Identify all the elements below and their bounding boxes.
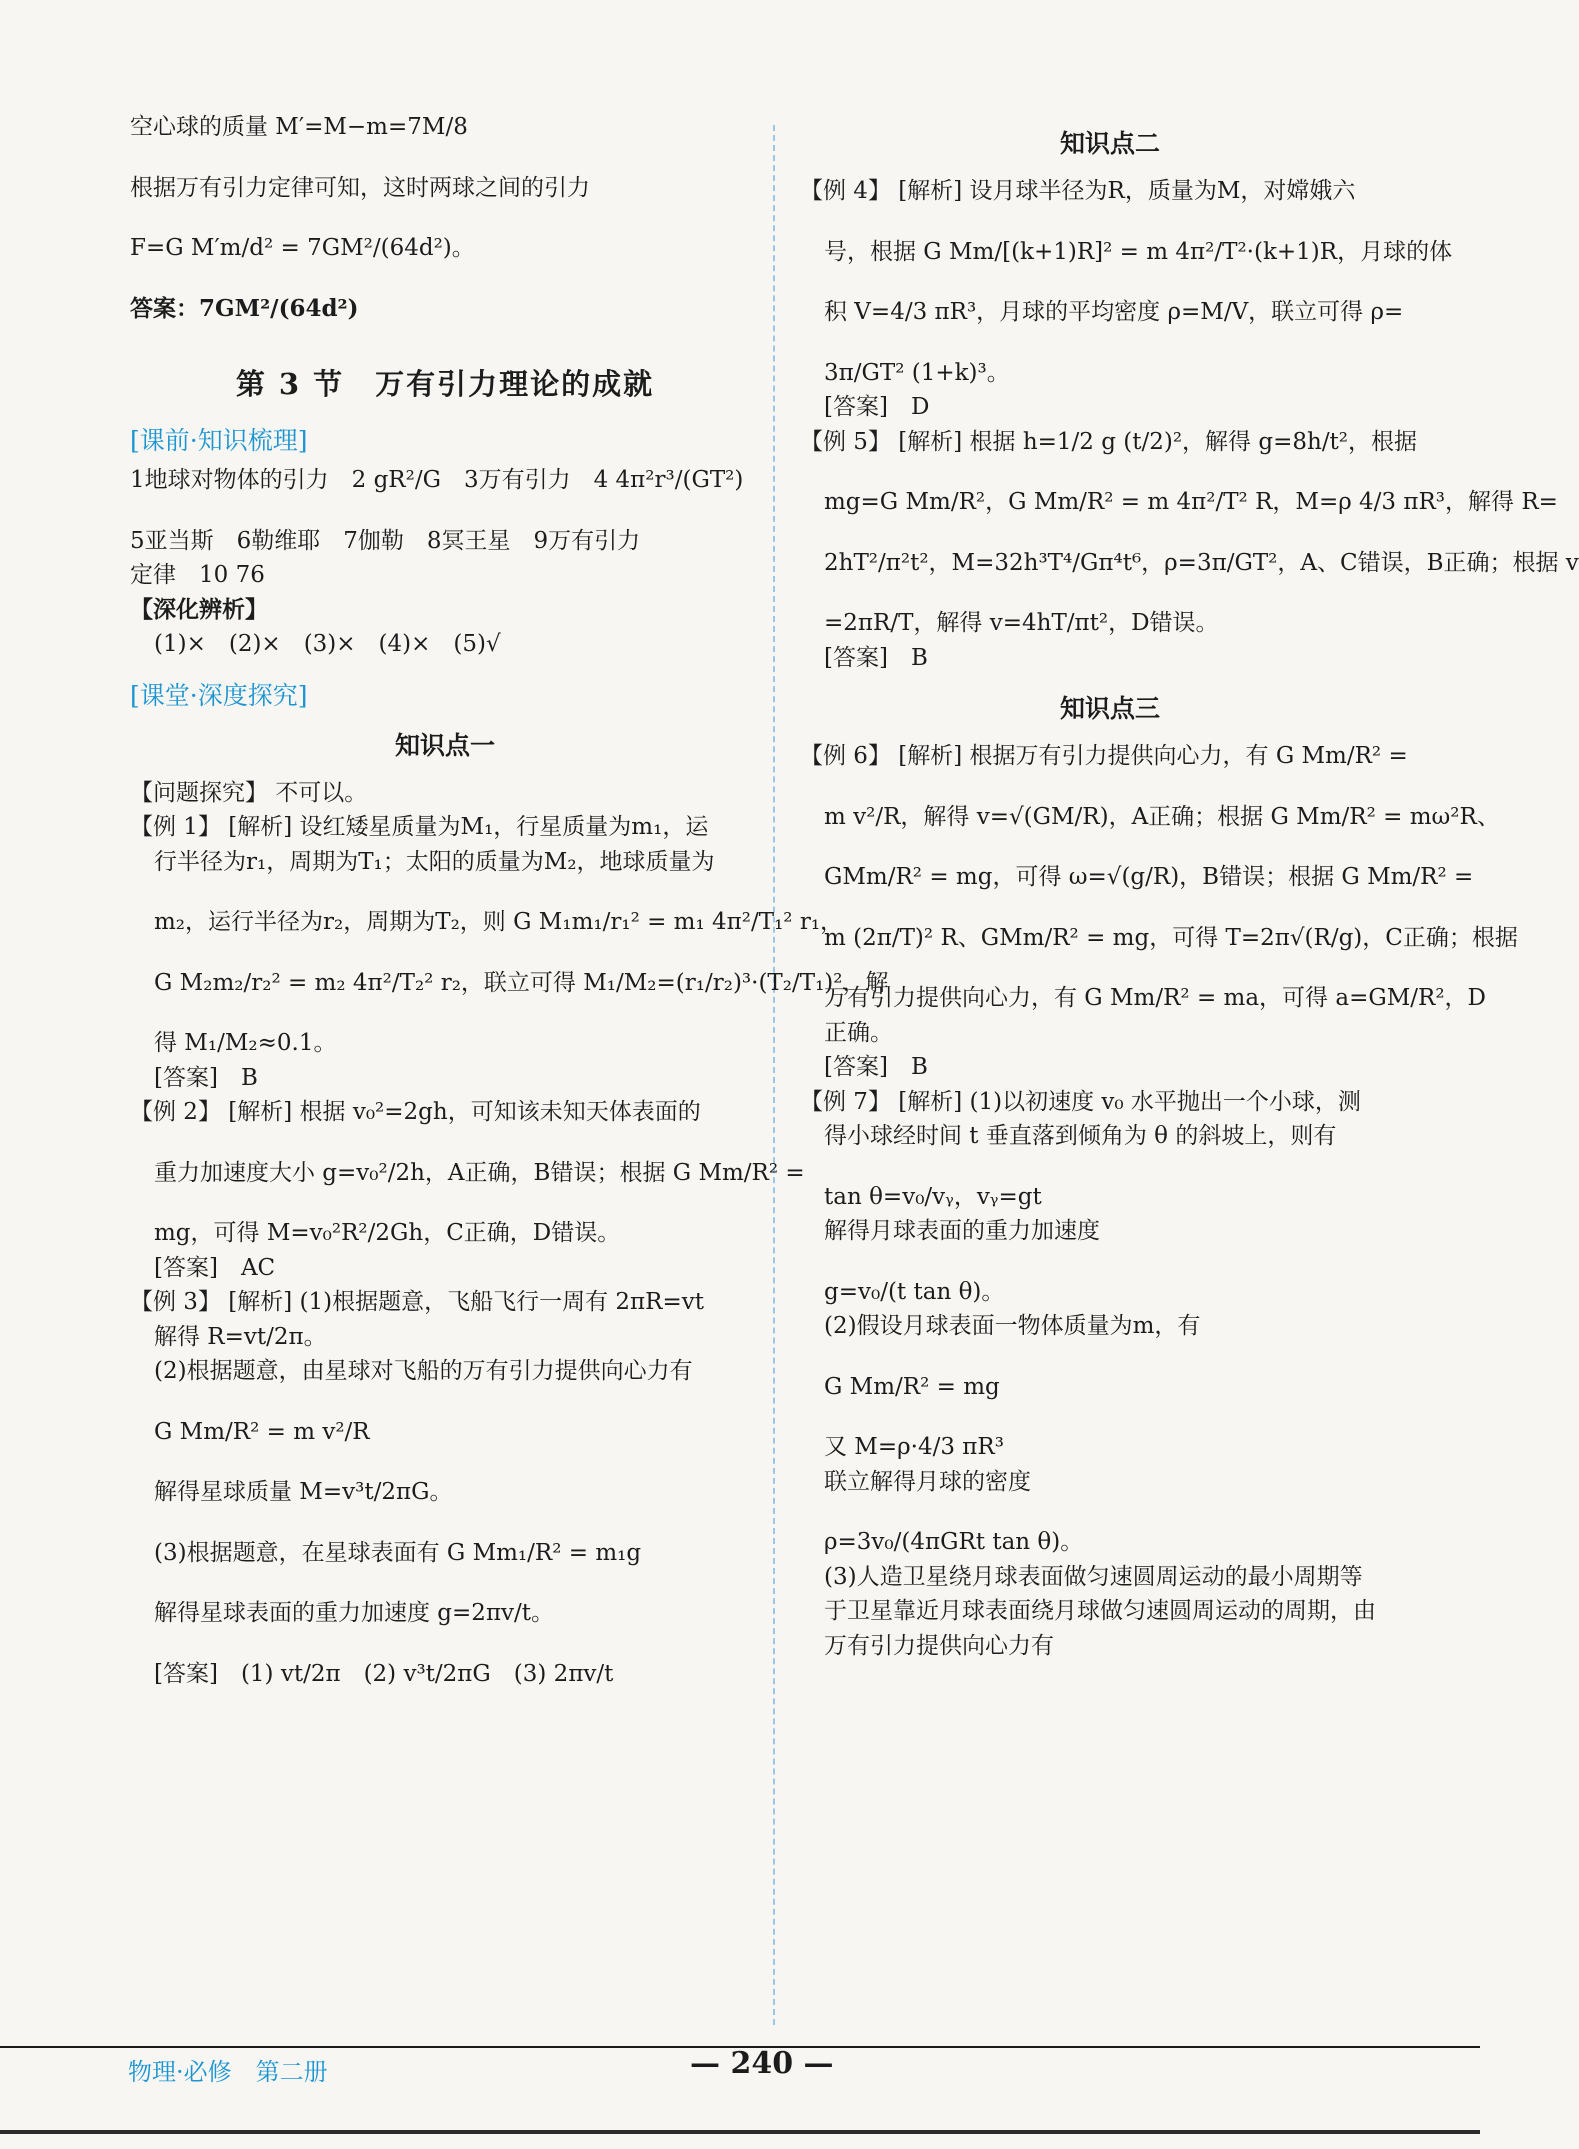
right-line: 正确。 [824,1019,893,1046]
left-line: G Mm/R² = m v²/R [154,1418,370,1445]
right-line: 又 M=ρ·4/3 πR³ [824,1434,1004,1460]
right-line: 积 V=4/3 πR³，月球的平均密度 ρ=M/V，联立可得 ρ= [824,299,1404,325]
right-line: mg=G Mm/R²，G Mm/R² = m 4π²/T² R，M=ρ 4/3 πR³，解得 R= [824,489,1558,515]
right-line: GMm/R² = mg，可得 ω=√(g/R)，B错误；根据 G Mm/R² = [824,864,1474,890]
right-line: 3π/GT² (1+k)³。 [824,359,1010,386]
right-line: (3)人造卫星绕月球表面做匀速圆周运动的最小周期等 [824,1563,1363,1590]
left-line: 【问题探究】 不可以。 [130,779,368,806]
left-line: 第 3 节 万有引力理论的成就 [235,367,655,401]
right-line: 联立解得月球的密度 [824,1468,1031,1495]
left-line: 1地球对物体的引力 2 gR²/G 3万有引力 4 4π²r³/(GT²) [130,467,744,493]
left-line: 【例 2】 [解析] 根据 v₀²=2gh，可知该未知天体表面的 [130,1099,701,1125]
left-line: G M₂m₂/r₂² = m₂ 4π²/T₂² r₂，联立可得 M₁/M₂=(r₁/r₂)³·(T₂/T₁)²，解 [154,969,889,996]
left-line: 答案：7GM²/(64d²) [130,294,359,322]
right-line: 万有引力提供向心力有 [824,1632,1054,1659]
left-line: m₂，运行半径为r₂，周期为T₂，则 G M₁m₁/r₁² = m₁ 4π²/T₁² r₁， [154,909,844,935]
left-line: [课堂·深度探究] [130,680,308,710]
left-line: 行半径为r₁，周期为T₁；太阳的质量为M₂，地球质量为 [154,848,715,875]
left-line: mg，可得 M=v₀²R²/2Gh，C正确，D错误。 [154,1220,621,1246]
right-line: 【例 4】 [解析] 设月球半径为R，质量为M，对嫦娥六 [800,178,1356,204]
left-line: 重力加速度大小 g=v₀²/2h，A正确，B错误；根据 G Mm/R² = [154,1159,805,1186]
right-line: 号，根据 G Mm/[(k+1)R]² = m 4π²/T²·(k+1)R，月球的体 [824,238,1453,265]
left-line: 得 M₁/M₂≈0.1。 [154,1030,337,1056]
right-line: (2)假设月球表面一物体质量为m，有 [824,1313,1201,1339]
left-line: 【深化辨析】 [130,595,268,623]
right-line: 2hT²/π²t²，M=32h³T⁴/Gπ⁴t⁶，ρ=3π/GT²，A、C错误，B正确；根据 v [824,549,1579,576]
column-divider [773,125,775,2025]
left-line: [答案] B [154,1064,258,1091]
right-line: [答案] D [824,394,930,420]
right-line: [答案] B [824,644,928,671]
right-line: 得小球经时间 t 垂直落到倾角为 θ 的斜坡上，则有 [824,1123,1337,1149]
left-line: 5亚当斯 6勒维耶 7伽勒 8冥王星 9万有引力 [130,527,641,554]
left-line: 定律 10 76 [130,562,265,588]
left-line: 空心球的质量 M′=M−m=7M/8 [130,114,468,140]
left-line: [课前·知识梳理] [130,426,308,455]
right-column [800,110,1579,1663]
right-line: ρ=3v₀/(4πGRt tan θ)。 [824,1529,1084,1555]
left-line: [答案] (1) vt/2π (2) v³t/2πG (3) 2πv/t [154,1660,614,1687]
left-line: (2)根据题意，由星球对飞船的万有引力提供向心力有 [154,1358,693,1384]
right-line: 万有引力提供向心力，有 G Mm/R² = ma，可得 a=GM/R²，D [824,985,1487,1011]
left-line: F=G M′m/d² = 7GM²/(64d²)。 [130,235,475,261]
left-line: [答案] AC [154,1254,276,1281]
left-line: (3)根据题意，在星球表面有 G Mm₁/R² = m₁g [154,1539,642,1566]
right-line: 【例 5】 [解析] 根据 h=1/2 g (t/2)²，解得 g=8h/t²，根据 [800,428,1418,455]
right-line: 知识点二 [1059,129,1160,158]
right-line: m v²/R，解得 v=√(GM/R)，A正确；根据 G Mm/R² = mω²R、 [824,803,1500,830]
right-line: tan θ=v₀/vᵧ，vᵧ=gt [824,1183,1042,1210]
right-line: 知识点三 [1059,694,1160,723]
right-line: m (2π/T)² R、GMm/R² = mg，可得 T=2π√(R/g)，C正确；根据 [824,924,1518,951]
bottom-rule [0,2130,1480,2134]
right-line: 解得月球表面的重力加速度 [824,1218,1100,1244]
footer-book-title: 物理·必修 第二册 [128,2058,328,2086]
left-line: (1)× (2)× (3)× (4)× (5)√ [154,631,501,657]
right-line: G Mm/R² = mg [824,1373,1000,1400]
left-line: 解得 R=vt/2π。 [154,1323,327,1350]
right-line: g=v₀/(t tan θ)。 [824,1278,1005,1305]
right-line: =2πR/T，解得 v=4hT/πt²，D错误。 [824,610,1219,636]
left-line: 【例 1】 [解析] 设红矮星质量为M₁，行星质量为m₁，运 [130,814,709,840]
left-line: 解得星球表面的重力加速度 g=2πv/t。 [154,1600,555,1626]
left-line: 【例 3】 [解析] (1)根据题意，飞船飞行一周有 2πR=vt [130,1289,704,1315]
left-line: 知识点一 [394,730,495,760]
right-line: [答案] B [824,1054,928,1080]
left-line: 根据万有引力定律可知，这时两球之间的引力 [130,174,590,201]
right-line: 【例 7】 [解析] (1)以初速度 v₀ 水平抛出一个小球，测 [800,1088,1361,1115]
left-line: 解得星球质量 M=v³t/2πG。 [154,1479,453,1505]
right-line: 于卫星靠近月球表面绕月球做匀速圆周运动的周期，由 [824,1598,1376,1624]
page-number: — 240 — [690,2046,834,2081]
right-line: 【例 6】 [解析] 根据万有引力提供向心力，有 G Mm/R² = [800,743,1408,769]
